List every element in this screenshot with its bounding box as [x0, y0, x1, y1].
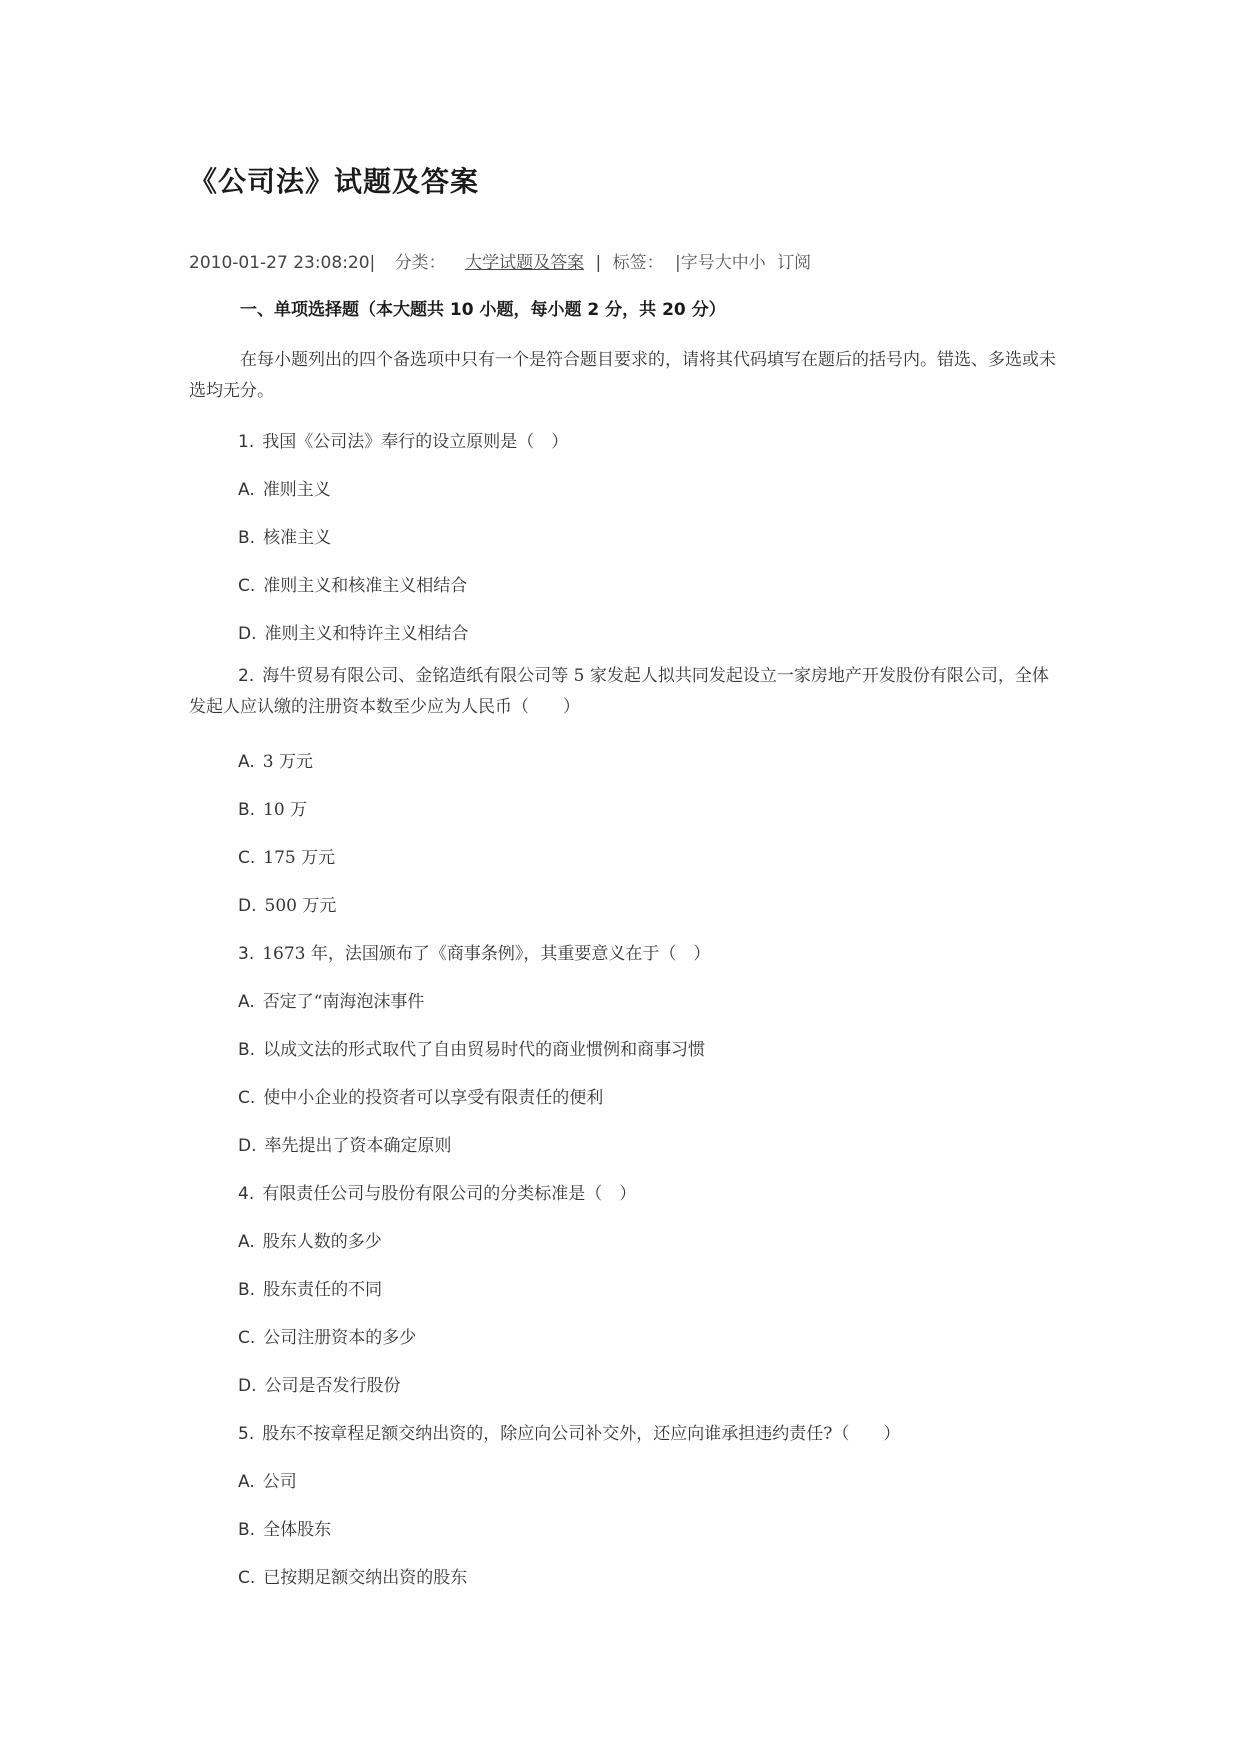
- option-letter: C.: [238, 1328, 256, 1348]
- option-1d: [238, 619, 469, 644]
- option-letter: B.: [238, 1040, 256, 1060]
- option-2a: [238, 747, 313, 772]
- option-text: 否定了“南海泡沫事件: [262, 992, 425, 1012]
- option-2b: [238, 795, 307, 820]
- option-3b: [238, 1035, 705, 1060]
- option-letter: D.: [238, 896, 257, 916]
- subscribe-link[interactable]: 订阅: [777, 253, 812, 273]
- question-1: [238, 427, 568, 452]
- option-text: 公司是否发行股份: [264, 1376, 401, 1396]
- option-text: 全体股东: [263, 1520, 332, 1540]
- font-size-label: |字号: [675, 253, 715, 273]
- question-4: [238, 1179, 636, 1204]
- option-letter: D.: [238, 1376, 257, 1396]
- question-text: 我国《公司法》奉行的设立原则是（ ）: [262, 432, 569, 452]
- option-text: 股东责任的不同: [263, 1280, 383, 1300]
- option-1b: [238, 523, 331, 548]
- tags-label: 标签：: [612, 253, 664, 273]
- question-text: 有限责任公司与股份有限公司的分类标准是（ ）: [262, 1184, 637, 1204]
- option-letter: C.: [238, 576, 256, 596]
- question-5: [238, 1419, 900, 1444]
- option-letter: D.: [238, 624, 257, 644]
- option-letter: C.: [238, 848, 256, 868]
- font-size-tools: [675, 253, 811, 273]
- option-5c: [238, 1563, 467, 1588]
- category-label: 分类：: [394, 253, 446, 273]
- option-letter: A.: [238, 992, 255, 1012]
- question-text: 1673 年，法国颁布了《商事条例》，其重要意义在于（ ）: [262, 944, 711, 964]
- option-letter: B.: [238, 800, 256, 820]
- option-text: 10 万: [263, 800, 308, 820]
- option-letter: A.: [238, 1232, 255, 1252]
- question-number: 3.: [238, 944, 255, 964]
- instructions-paragraph: 在每小题列出的四个备选项中只有一个是符合题目要求的，请将其代码填写在题后的括号内。错选、多选或未选均无分。: [189, 350, 1056, 401]
- option-text: 已按期足额交纳出资的股东: [263, 1568, 468, 1588]
- question-2: [189, 661, 1059, 723]
- question-3: [238, 939, 710, 964]
- option-text: 股东人数的多少: [262, 1232, 382, 1252]
- question-text: 股东不按章程足额交纳出资的，除应向公司补交外，还应向谁承担违约责任?（ ）: [262, 1424, 901, 1444]
- option-3c: [238, 1083, 603, 1108]
- option-text: 公司: [262, 1472, 297, 1492]
- option-1a: [238, 475, 331, 500]
- option-text: 使中小企业的投资者可以享受有限责任的便利: [263, 1088, 604, 1108]
- section-heading: 一、单项选择题（本大题共 10 小题，每小题 2 分，共 20 分）: [240, 300, 726, 320]
- meta-separator: |: [595, 253, 602, 273]
- option-1c: [238, 571, 467, 596]
- post-meta: [189, 248, 811, 273]
- option-text: 175 万元: [263, 848, 336, 868]
- option-4c: [238, 1323, 416, 1348]
- option-letter: D.: [238, 1136, 257, 1156]
- question-text: 海牛贸易有限公司、金铭造纸有限公司等 5 家发起人拟共同发起设立一家房地产开发股份有限公司，全体发起人应认缴的注册资本数至少应为人民币（ ）: [189, 666, 1049, 717]
- option-text: 以成文法的形式取代了自由贸易时代的商业惯例和商事习惯: [263, 1040, 706, 1060]
- question-number: 2.: [238, 666, 255, 686]
- option-2d: [238, 891, 336, 916]
- option-letter: B.: [238, 1280, 256, 1300]
- option-letter: B.: [238, 528, 256, 548]
- font-size-large-link[interactable]: 大: [714, 253, 732, 273]
- option-text: 3 万元: [262, 752, 313, 772]
- option-letter: A.: [238, 480, 255, 500]
- option-text: 核准主义: [263, 528, 332, 548]
- option-letter: C.: [238, 1568, 256, 1588]
- option-text: 500 万元: [264, 896, 337, 916]
- font-size-small-link[interactable]: 小: [748, 253, 766, 273]
- option-3a: [238, 987, 424, 1012]
- option-4a: [238, 1227, 382, 1252]
- option-letter: A.: [238, 752, 255, 772]
- option-4b: [238, 1275, 382, 1300]
- category-link[interactable]: 大学试题及答案: [465, 253, 585, 273]
- option-text: 准则主义和核准主义相结合: [263, 576, 468, 596]
- option-4d: [238, 1371, 401, 1396]
- option-letter: A.: [238, 1472, 255, 1492]
- font-size-medium-link[interactable]: 中: [731, 253, 749, 273]
- option-text: 准则主义和特许主义相结合: [264, 624, 469, 644]
- option-5b: [238, 1515, 331, 1540]
- option-3d: [238, 1131, 452, 1156]
- option-text: 率先提出了资本确定原则: [264, 1136, 452, 1156]
- option-5a: [238, 1467, 297, 1492]
- question-number: 4.: [238, 1184, 255, 1204]
- option-letter: B.: [238, 1520, 256, 1540]
- question-number: 5.: [238, 1424, 255, 1444]
- option-text: 公司注册资本的多少: [263, 1328, 417, 1348]
- page-title: 《公司法》试题及答案: [189, 165, 480, 198]
- option-letter: C.: [238, 1088, 256, 1108]
- option-text: 准则主义: [262, 480, 331, 500]
- post-datetime: 2010-01-27 23:08:20|: [189, 253, 376, 273]
- option-2c: [238, 843, 335, 868]
- question-number: 1.: [238, 432, 255, 452]
